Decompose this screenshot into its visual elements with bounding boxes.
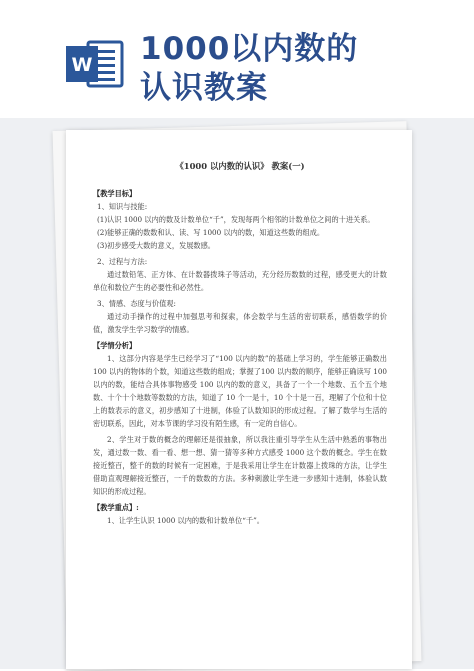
title-banner bbox=[0, 0, 474, 128]
subheading-process: 2、过程与方法: bbox=[97, 257, 148, 266]
section-heading-key-points: 【教学重点】: bbox=[93, 503, 139, 512]
document-title: 《1000 以内数的认识》 教案(一) bbox=[175, 161, 305, 171]
subheading-knowledge: 1、知识与技能: bbox=[97, 202, 148, 211]
section-heading-analysis: 【学情分析】 bbox=[93, 341, 137, 350]
body-paragraph: 通过数铅笔、正方体、在计数器拨珠子等活动，充分经历数数的过程，感受更大的计数单位和数位产生的必要性和必然性。 bbox=[93, 270, 387, 292]
subheading-attitude: 3、情感、态度与价值观: bbox=[97, 299, 176, 308]
body-paragraph: 1、这部分内容是学生已经学习了“100 以内的数”的基础上学习的，学生能够正确数出 100 以内的物体的个数，知道这些数的组成；掌握了100 以内数的顺序，能够正确读写 100 以内的数，能结合具体事物感受 100 以内的数的意义，具备了一个一个地数、五个五个地数、十个十个地数等数数的方法，知道了 10 个一是十，10 个十是一百，理解了个位和十位上的数表示的意义，初步感知了十进制，体验了认数知识的形成过程。了解了数学与生活的密切联系，因此，对本节课的学习没有陌生感，有一定的自信心。 bbox=[93, 354, 387, 428]
page-title-line-2: 认识教案 bbox=[140, 70, 268, 106]
goal-item: (1)认识 1000 以内的数及计数单位“千”，发现每两个相邻的计数单位之间的十进关系。 bbox=[97, 215, 375, 224]
page-title bbox=[140, 30, 358, 108]
document-page bbox=[66, 130, 412, 669]
page-title-line-1: 1000以内数的 bbox=[140, 31, 359, 67]
body-paragraph: 2、学生对于数的概念的理解还是很抽象，所以我注重引导学生从生活中熟悉的事物出发，通过数一数、看一看、想一想、猜一猜等多种方式感受 1000 这个数的概念。学生在数接近整百，整千的数的时候有一定困难，于是我采用让学生在计数器上拨珠的方法，让学生借助直观理解接近整百，一千的数数的方法。多种刺激让学生进一步感知十进制，体验认数知识的形成过程。 bbox=[93, 435, 387, 496]
body-paragraph: 通过动手操作的过程中加强思考和探索，体会数学与生活的密切联系，感悟数学的价值，激发学生学习数学的情感。 bbox=[93, 312, 387, 334]
goal-item: (3)初步感受大数的意义，发展数感。 bbox=[97, 241, 215, 250]
svg-text:W: W bbox=[71, 54, 93, 76]
goal-item: (2)能够正确的数数和认、读、写 1000 以内的数，知道这些数的组成。 bbox=[97, 228, 325, 237]
document-content bbox=[93, 160, 387, 527]
body-paragraph: 1、让学生认识 1000 以内的数和计数单位“千”。 bbox=[107, 516, 264, 525]
section-heading-goals: 【教学目标】 bbox=[93, 189, 137, 198]
word-document-icon bbox=[64, 38, 126, 90]
